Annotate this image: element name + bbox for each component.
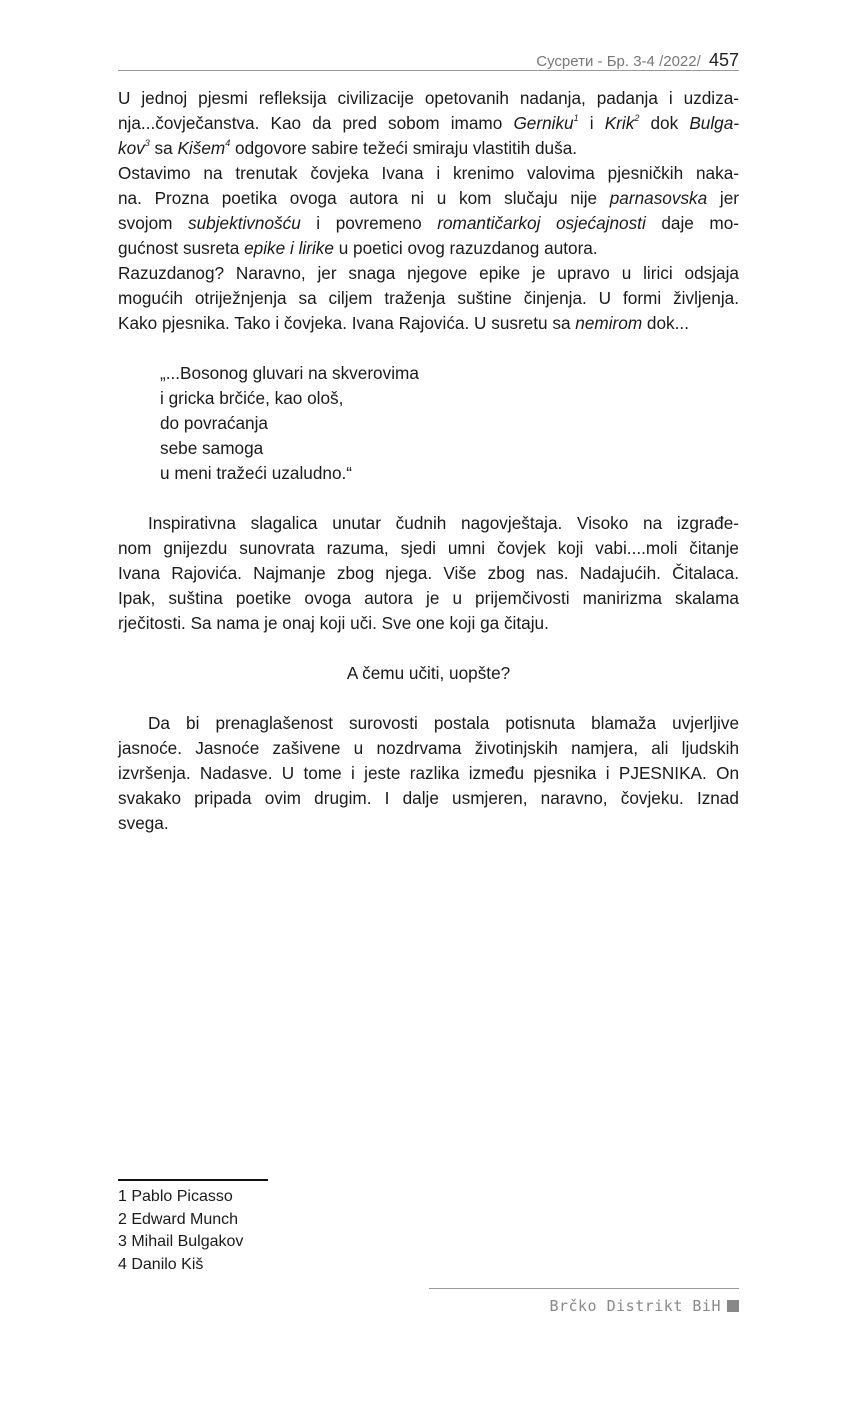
text-line: svojom subjektivnošću i povremeno romantičarkoj osjećajnosti daje mo- [118,213,739,233]
header-rule [118,70,739,71]
text-line: jasnoće. Jasnoće zašivene u nozdrvama životinjskih namjera, ali ljudskih [118,738,739,758]
centered-question: A čemu učiti, uopšte? [346,663,511,683]
running-footer [549,1297,739,1315]
verse-line: i gricka brčiće, kao ološ, [160,388,344,408]
text-line: nja...čovječanstva. Kao da pred sobom imamo Gerniku$^1$ i Krik$^2$ dok Bulga- [118,113,739,133]
footnote: 3 Mihail Bulgakov [118,1233,244,1250]
footnote: 4 Danilo Kiš [118,1255,204,1273]
page-number: 457 [708,50,739,70]
footnote-rule [118,1179,268,1181]
text-line: svakako pripada ovim drugim. I dalje usmjeren, naravno, čovjeku. Iznad [118,788,739,808]
text-line: Ostavimo na trenutak čovjeka Ivana i krenimo valovima pjesničkih naka- [118,163,739,183]
text-line: Kako pjesnika. Tako i čovjeka. Ivana Rajovića. U susretu sa nemirom dok... [118,313,689,333]
text-line: izvršenja. Nadasve. U tome i jeste razlika između pjesnika i PJESNIKA. On [118,763,739,783]
article-body [118,86,739,836]
footnote-ref: 2 [634,113,640,123]
quoted-verse [160,361,739,486]
verse-line: „...Bosonog gluvari na skverovima [160,363,419,383]
footnote: 1 Pablo Picasso [118,1188,233,1205]
text-line: Razuzdanog? Naravno, jer snaga njegove epike je upravo u lirici odsjaja [118,263,739,283]
text-line: Ivana Rajovića. Najmanje zbog njega. Više zbog nas. Nadajućih. Čitalaca. [118,563,739,583]
text-line: na. Prozna poetika ovoga autora ni u kom slučaju nije parnasovska jer [118,188,739,208]
paragraph-inspiration [118,511,739,636]
text-line: Ipak, suština poetike ovoga autora je u prijemčivosti manirizma skalama [118,588,739,608]
text-line: nom gnijezdu sunovrata razuma, sjedi umni čovjek koji vabi....moli čitanje [118,538,739,558]
verse-line: u meni tražeći uzaludno.“ [160,463,353,483]
running-header [118,50,739,70]
footnote: 2 Edward Munch [118,1210,239,1228]
footnotes [118,1186,243,1276]
text-line: gućnost susreta epike i lirike u poetici ovog razuzdanog autora. [118,238,598,258]
footnote-ref: 4 [225,138,231,148]
journal-title: Сусрети - Бр. 3-4 /2022/ [536,53,701,70]
verse-line: sebe samoga [160,438,264,458]
text-line: U jednoj pjesmi refleksija civilizacije opetovanih nadanja, padanja i uzdiza- [118,88,739,108]
text-line: mogućih otriježnjenja sa ciljem traženja suštine činjenja. U formi življenja. [118,288,739,308]
text-line: Inspirativna slagalica unutar čudnih nagovještaja. Visoko na izgrađe- [148,513,739,533]
paragraph-conclusion [118,711,739,836]
text-line: kov$^3$ sa Kišem$^4$ odgovore sabire težeći smiraju vlastitih duša. [118,138,578,158]
verse-line: do povraćanja [160,413,268,433]
footnote-ref: 1 [573,113,579,123]
square-icon [727,1300,739,1312]
footer-text: Brčko Distrikt BiH [549,1297,721,1315]
text-line: svega. [118,813,169,833]
footnote-ref: 3 [144,138,150,148]
footer-rule [429,1288,739,1289]
text-line: Da bi prenaglašenost surovosti postala potisnuta blamaža uvjerljive [148,713,739,733]
intro-paragraphs [118,86,739,336]
text-line: rječitosti. Sa nama je onaj koji uči. Sve one koji ga čitaju. [118,613,549,633]
